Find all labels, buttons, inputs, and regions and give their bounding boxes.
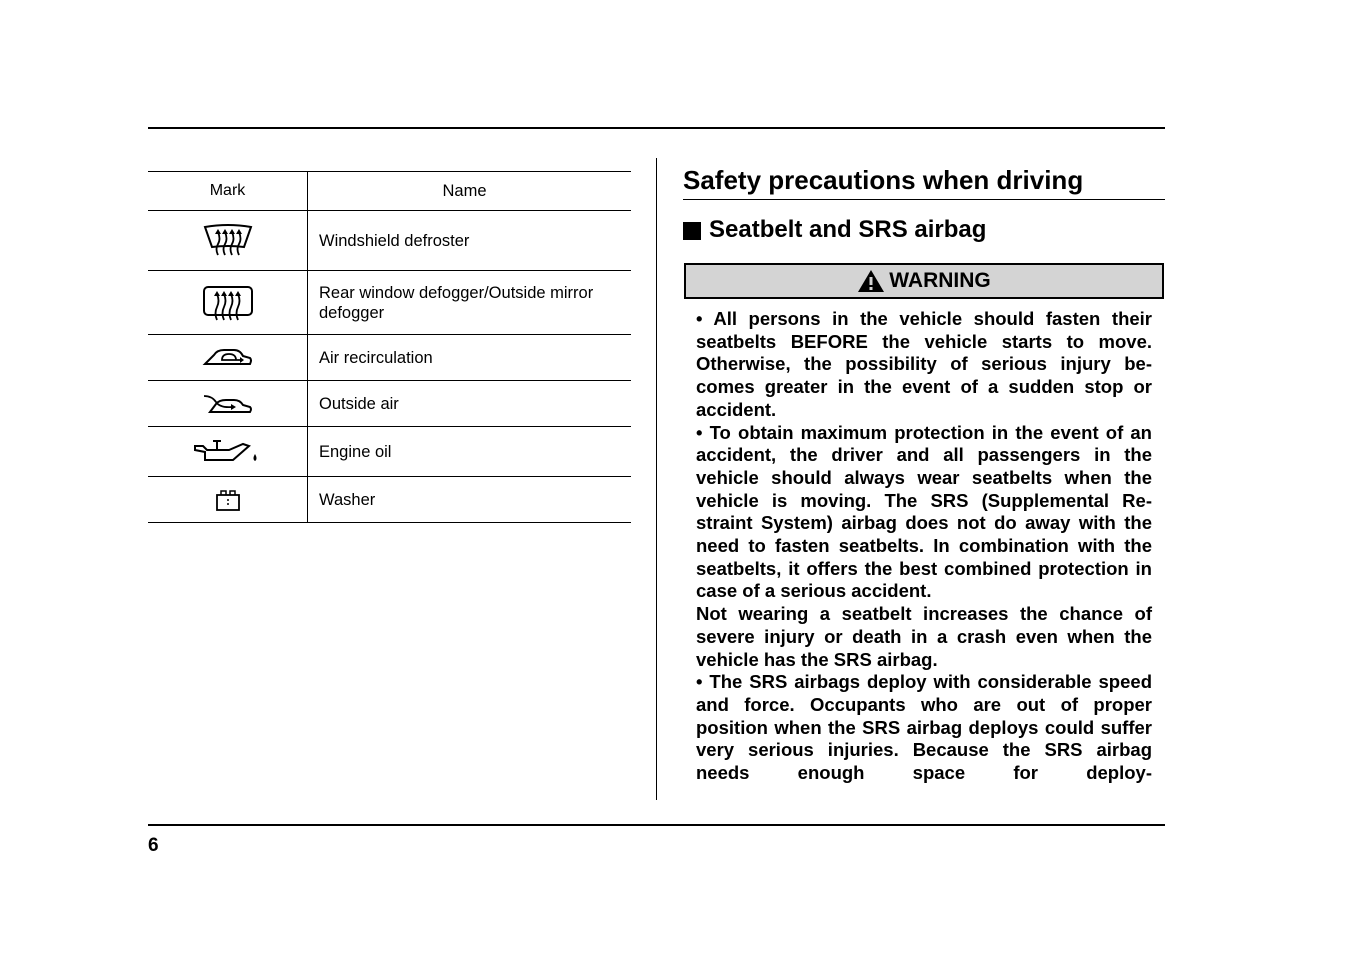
warning-paragraph: • All persons in the vehicle should fasten their seatbelts BEFORE the vehicle starts to move. Otherwise, the possibility of serious injury be- comes greater in the event of a sudden stop or accident. — [696, 308, 1152, 420]
warning-paragraph: • The SRS airbags deploy with considerable speed and force. Occupants who are out of proper position when the SRS airbag deploys could suffer very serious injuries. Because the SRS airbag needs enough space for deploy- — [696, 671, 1152, 784]
table-row — [148, 271, 631, 335]
name-column-header: Name — [442, 182, 487, 200]
table-row — [148, 381, 631, 427]
warning-paragraph: Not wearing a seatbelt increases the chance of severe injury or death in a crash even when the vehicle has the SRS airbag. — [696, 603, 1152, 670]
bottom-rule — [148, 824, 1165, 826]
table-row — [148, 477, 631, 523]
warning-banner — [684, 263, 1164, 299]
table-cell-name: Air recirculation — [319, 348, 433, 367]
square-bullet-icon — [683, 222, 701, 240]
table-cell-name: Washer — [319, 490, 376, 509]
symbol-table — [148, 171, 631, 523]
air-recirculation-icon — [148, 335, 308, 380]
warning-label: WARNING — [889, 269, 991, 292]
page-number: 6 — [148, 835, 159, 856]
table-row — [148, 335, 631, 381]
table-cell-name: Engine oil — [319, 442, 392, 461]
table-cell-name: Windshield defroster — [319, 231, 470, 250]
windshield-defroster-icon — [148, 211, 308, 270]
section-title: Safety precautions when driving — [683, 164, 1165, 200]
subsection-title-text: Seatbelt and SRS airbag — [709, 216, 987, 243]
mark-column-header: Mark — [148, 172, 308, 210]
rear-window-defogger-icon — [148, 271, 308, 334]
top-rule — [148, 127, 1165, 129]
column-divider — [656, 158, 657, 800]
table-row — [148, 427, 631, 477]
engine-oil-icon — [148, 427, 308, 476]
washer-icon — [148, 477, 308, 522]
warning-paragraph: • To obtain maximum protection in the event of an accident, the driver and all passengers in the vehicle should always wear seatbelts when the vehicle is moving. The SRS (Supplemental Re- straint System) airbag does not do away with the need to fasten seatbelts. In combination with the seatbelts, it offers the best combined protection in case of a serious accident. — [696, 421, 1152, 602]
warning-triangle-icon — [857, 269, 885, 293]
outside-air-icon — [148, 381, 308, 426]
table-cell-name: Outside air — [319, 394, 399, 413]
table-header-row — [148, 171, 631, 211]
table-row — [148, 211, 631, 271]
subsection-title — [683, 214, 986, 246]
warning-body — [696, 308, 1152, 785]
table-cell-name: Rear window defogger/Outside mirror defogger — [319, 283, 594, 322]
